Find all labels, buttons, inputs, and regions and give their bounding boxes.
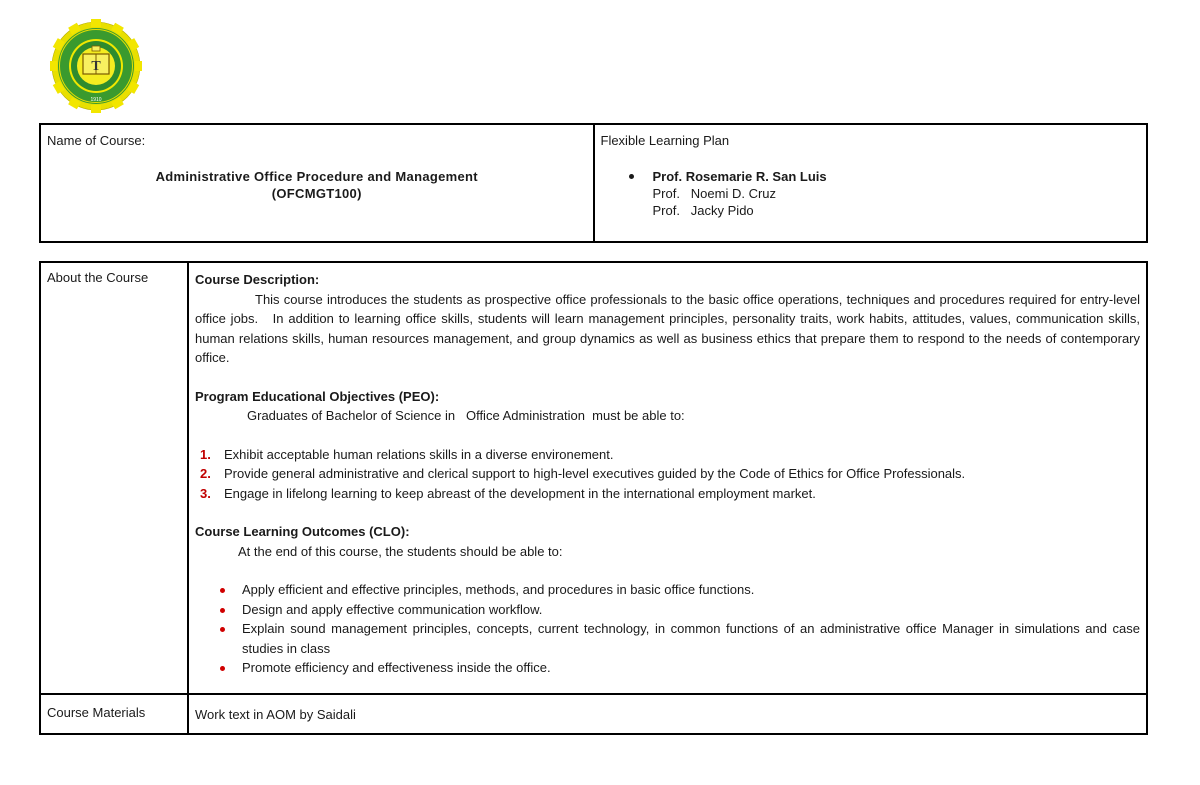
- seal-year: 1910: [90, 97, 102, 103]
- professor-name: Prof. Noemi D. Cruz: [652, 186, 777, 201]
- peo-number: 1.: [200, 446, 211, 462]
- list-item: [601, 202, 1141, 219]
- about-label: About the Course: [40, 262, 188, 694]
- clo-list: [195, 580, 1140, 678]
- bullet-icon: [220, 608, 225, 613]
- peo-text: Provide general administrative and clerical support to high-level executives guided by the Code of Ethics for Office Professionals.: [224, 466, 966, 481]
- seal-logo: [50, 18, 142, 114]
- peo-heading: Program Educational Objectives (PEO):: [195, 388, 440, 404]
- clo-text: Explain sound management principles, concepts, current technology, in common functions of an administrative office Manager in simulations and case studies in class: [242, 621, 1140, 656]
- professor-name: Prof. Jacky Pido: [652, 203, 754, 218]
- materials-value: Work text in AOM by Saidali: [188, 694, 1147, 734]
- clo-text: Apply efficient and effective principles, methods, and procedures in basic office functions.: [242, 582, 755, 597]
- bullet-icon: [220, 627, 225, 632]
- description-heading: Course Description:: [195, 272, 320, 287]
- list-item: [195, 600, 1140, 620]
- list-item: [195, 445, 1140, 465]
- table-row: [40, 694, 1147, 734]
- flexible-plan-label: Flexible Learning Plan: [600, 133, 730, 148]
- table-row: [40, 262, 1147, 694]
- list-item: [601, 168, 1141, 185]
- about-content: [188, 262, 1147, 694]
- seal-letter: T: [91, 59, 101, 74]
- peo-list: [195, 445, 1140, 504]
- peo-text: Exhibit acceptable human relations skills in a diverse environement.: [224, 446, 614, 462]
- peo-intro: Graduates of Bachelor of Science in Office Administration must be able to:: [247, 408, 685, 423]
- clo-intro: At the end of this course, the students should be able to:: [238, 543, 563, 559]
- professor-list: [601, 168, 1141, 219]
- course-details-table: [39, 261, 1148, 735]
- flexible-plan-cell: [594, 124, 1148, 242]
- bullet-icon: [220, 588, 225, 593]
- course-code: (OFCMGT100): [271, 186, 362, 201]
- peo-number: 3.: [200, 485, 211, 501]
- course-description: This course introduces the students as prospective office professionals to the basic office operations, techniques and procedures required for entry-level office jobs. In addition to learning office skills, students will learn management principles, personality traits, work habits, attitudes, values, communication skills, human relations skills, human resources management, and group dynamics as well as business ethics that prepare them to respond to the needs of contemporary office.: [195, 291, 1144, 365]
- bullet-icon: [220, 666, 225, 671]
- clo-text: Promote efficiency and effectiveness inside the office.: [242, 660, 551, 675]
- list-item: [195, 580, 1140, 600]
- course-header-table: [39, 123, 1148, 243]
- professor-name: Prof. Rosemarie R. San Luis: [652, 169, 827, 184]
- list-item: [195, 464, 1140, 484]
- peo-text: Engage in lifelong learning to keep abreast of the development in the international employment market.: [224, 485, 816, 501]
- list-item: [195, 484, 1140, 504]
- list-item: [195, 658, 1140, 678]
- bullet-icon: [629, 174, 634, 179]
- course-title: Administrative Office Procedure and Management: [155, 169, 478, 184]
- name-of-course-label: Name of Course:: [47, 133, 146, 148]
- course-name-cell: [40, 124, 594, 242]
- peo-number: 2.: [200, 466, 211, 481]
- list-item: [601, 185, 1141, 202]
- materials-label: Course Materials: [40, 694, 188, 734]
- clo-heading: Course Learning Outcomes (CLO):: [195, 524, 410, 539]
- clo-text: Design and apply effective communication workflow.: [242, 601, 543, 617]
- list-item: [195, 619, 1140, 658]
